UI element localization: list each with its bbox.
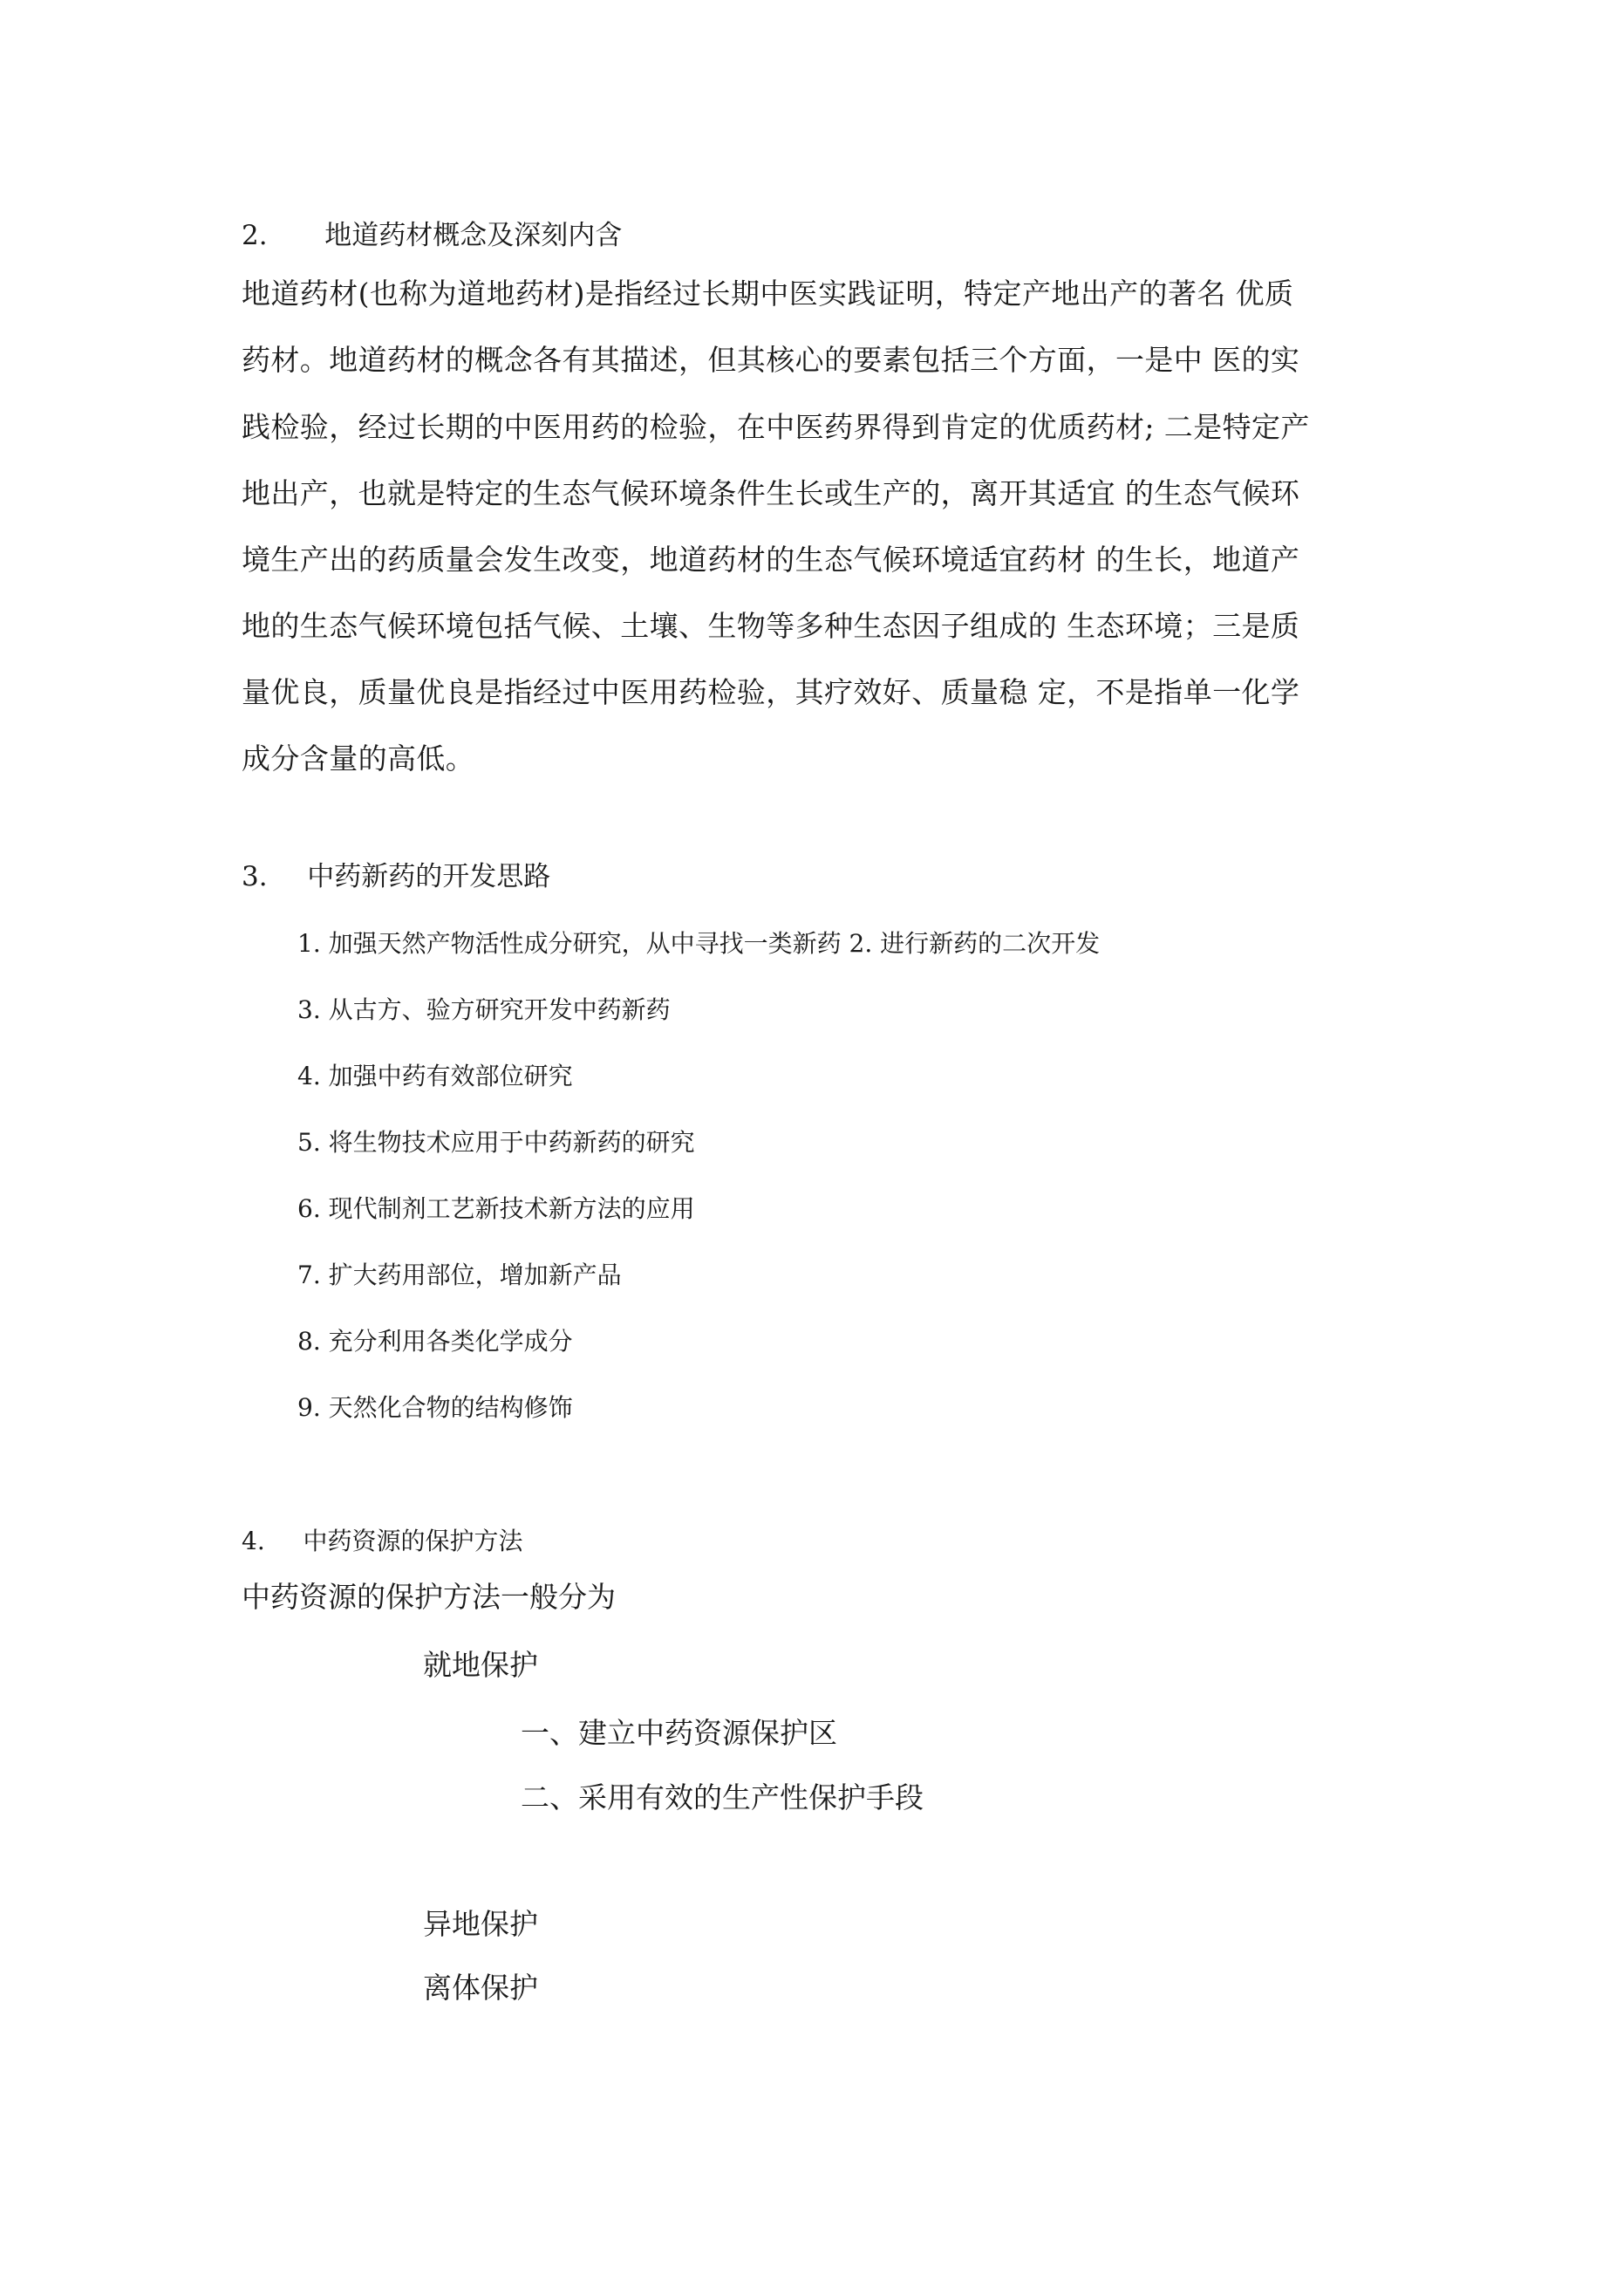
list-item: 8. 充分利用各类化学成分 — [297, 1327, 573, 1356]
list-item: 5. 将生物技术应用于中药新药的研究 — [297, 1128, 695, 1157]
section-4-title: 中药资源的保护方法 — [303, 1527, 523, 1555]
section-3-heading — [242, 854, 550, 893]
section-2-title: 地道药材概念及深刻内含 — [324, 220, 623, 251]
onsite-protection: 就地保护 — [423, 1648, 538, 1682]
section-2-paragraph-line: 践检验，经过长期的中医用药的检验，在中医药界得到肯定的优质药材; 二是特定产 — [242, 410, 1310, 444]
onsite-sub-item-1: 一、建立中药资源保护区 — [521, 1716, 837, 1750]
list-item: 1. 加强天然产物活性成分研究，从中寻找一类新药 2. 进行新药的二次开发 — [297, 929, 1101, 958]
section-2-paragraph-line: 境生产出的药质量会发生改变，地道药材的生态气候环境适宜药材 的生长，地道产 — [242, 543, 1300, 577]
list-item: 7. 扩大药用部位，增加新产品 — [297, 1261, 622, 1289]
section-3-number: 3. — [242, 861, 268, 892]
section-4-intro: 中药资源的保护方法一般分为 — [242, 1580, 616, 1614]
section-2-paragraph-line: 地的生态气候环境包括气候、土壤、生物等多种生态因子组成的 生态环境；三是质 — [242, 609, 1300, 643]
section-2-number: 2. — [242, 220, 268, 251]
section-2-paragraph-line: 地道药材(也称为道地药材)是指经过长期中医实践证明，特定产地出产的著名 优质 — [242, 277, 1294, 311]
section-2-paragraph-line: 地出产，也就是特定的生态气候环境条件生长或生产的，离开其适宜 的生态气候环 — [242, 476, 1300, 510]
onsite-sub-item-2: 二、采用有效的生产性保护手段 — [521, 1780, 924, 1814]
section-2-paragraph-line: 量优良，质量优良是指经过中医用药检验，其疗效好、质量稳 定，不是指单一化学 — [242, 675, 1300, 709]
offsite-protection: 异地保护 — [423, 1907, 538, 1941]
list-item: 9. 天然化合物的结构修饰 — [297, 1393, 573, 1422]
section-2-paragraph-line: 药材。地道药材的概念各有其描述，但其核心的要素包括三个方面，一是中 医的实 — [242, 343, 1300, 377]
section-4-heading — [242, 1522, 523, 1557]
section-2-heading — [242, 213, 622, 252]
list-item: 4. 加强中药有效部位研究 — [297, 1062, 573, 1090]
section-2-paragraph-line: 成分含量的高低。 — [242, 741, 475, 776]
detached-protection: 离体保护 — [423, 1971, 538, 2005]
list-item: 6. 现代制剂工艺新技术新方法的应用 — [297, 1194, 695, 1223]
section-3-title: 中药新药的开发思路 — [307, 861, 551, 892]
list-item: 3. 从古方、验方研究开发中药新药 — [297, 995, 671, 1024]
section-4-number: 4. — [242, 1527, 265, 1555]
